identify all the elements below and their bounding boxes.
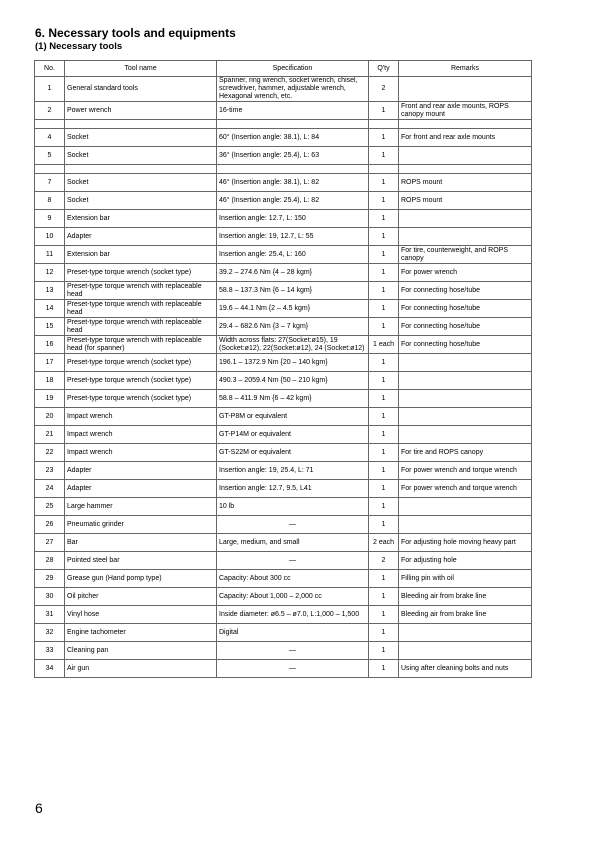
- cell-no: 28: [35, 552, 65, 570]
- cell-no: 8: [35, 192, 65, 210]
- cell-tool-name: Vinyl hose: [65, 606, 217, 624]
- table-row: [35, 480, 532, 498]
- cell-remarks: For connecting hose/tube: [399, 318, 532, 336]
- cell-specification: —: [217, 516, 369, 534]
- cell-no: 31: [35, 606, 65, 624]
- cell-quantity: 1: [369, 318, 399, 336]
- cell-tool-name: Adapter: [65, 480, 217, 498]
- table-row: [35, 174, 532, 192]
- cell-tool-name: Socket: [65, 147, 217, 165]
- cell-tool-name: Bar: [65, 534, 217, 552]
- cell-specification: Digital: [217, 624, 369, 642]
- table-row: [35, 660, 532, 678]
- cell-specification: Insertion angle: 12.7, 9.5, L41: [217, 480, 369, 498]
- cell-remarks: [399, 642, 532, 660]
- subsection-heading: (1) Necessary tools: [35, 41, 123, 52]
- cell-no: 17: [35, 354, 65, 372]
- cell-remarks: [399, 498, 532, 516]
- cell-quantity: 2 each: [369, 534, 399, 552]
- cell-specification: 36° (Insertion angle: 25.4), L: 63: [217, 147, 369, 165]
- cell-specification: Inside diameter: ø6.5 – ø7.0, L:1,000 – 1,500: [217, 606, 369, 624]
- cell-no: 27: [35, 534, 65, 552]
- cell-no: 1: [35, 77, 65, 102]
- cell-remarks: [399, 408, 532, 426]
- cell-specification: 29.4 – 682.6 Nm {3 – 7 kgm}: [217, 318, 369, 336]
- cell-tool-name: [65, 120, 217, 129]
- cell-no: 9: [35, 210, 65, 228]
- cell-quantity: 1: [369, 129, 399, 147]
- table-row: [35, 228, 532, 246]
- cell-tool-name: Pneumatic grinder: [65, 516, 217, 534]
- cell-no: 15: [35, 318, 65, 336]
- cell-remarks: [399, 165, 532, 174]
- cell-specification: 10 lb: [217, 498, 369, 516]
- cell-remarks: [399, 390, 532, 408]
- cell-remarks: For front and rear axle mounts: [399, 129, 532, 147]
- cell-remarks: [399, 372, 532, 390]
- cell-no: 16: [35, 336, 65, 354]
- cell-tool-name: Preset-type torque wrench with replaceable head: [65, 300, 217, 318]
- cell-quantity: [369, 165, 399, 174]
- cell-specification: 196.1 – 1372.9 Nm {20 – 140 kgm}: [217, 354, 369, 372]
- cell-quantity: 1: [369, 588, 399, 606]
- cell-no: 29: [35, 570, 65, 588]
- table-row: [35, 498, 532, 516]
- table-row: [35, 300, 532, 318]
- cell-specification: Capacity: About 1,000 – 2,000 cc: [217, 588, 369, 606]
- cell-tool-name: Preset-type torque wrench with replaceable head: [65, 318, 217, 336]
- cell-quantity: 1: [369, 480, 399, 498]
- table-row: [35, 77, 532, 102]
- table-row: [35, 210, 532, 228]
- cell-specification: 46° (Insertion angle: 25.4), L: 82: [217, 192, 369, 210]
- tools-table: [34, 60, 532, 678]
- cell-tool-name: Preset-type torque wrench (socket type): [65, 264, 217, 282]
- cell-quantity: 1: [369, 408, 399, 426]
- cell-specification: GT-P14M or equivalent: [217, 426, 369, 444]
- cell-quantity: 1: [369, 210, 399, 228]
- cell-tool-name: Impact wrench: [65, 444, 217, 462]
- table-header-row: [35, 61, 532, 77]
- cell-quantity: 1: [369, 516, 399, 534]
- cell-specification: 58.8 – 137.3 Nm {6 – 14 kgm}: [217, 282, 369, 300]
- cell-remarks: [399, 228, 532, 246]
- cell-tool-name: Socket: [65, 174, 217, 192]
- table-row: [35, 516, 532, 534]
- cell-remarks: For power wrench: [399, 264, 532, 282]
- cell-no: 19: [35, 390, 65, 408]
- cell-quantity: 2: [369, 552, 399, 570]
- cell-remarks: Filling pin with oil: [399, 570, 532, 588]
- cell-tool-name: Oil pitcher: [65, 588, 217, 606]
- column-header: Specification: [217, 61, 369, 77]
- cell-tool-name: General standard tools: [65, 77, 217, 102]
- cell-quantity: 1: [369, 192, 399, 210]
- cell-tool-name: Extension bar: [65, 210, 217, 228]
- cell-specification: 19.6 – 44.1 Nm {2 – 4.5 kgm}: [217, 300, 369, 318]
- cell-tool-name: Extension bar: [65, 246, 217, 264]
- cell-tool-name: Power wrench: [65, 102, 217, 120]
- cell-remarks: [399, 147, 532, 165]
- cell-no: 18: [35, 372, 65, 390]
- table-row: [35, 282, 532, 300]
- cell-specification: GT-P8M or equivalent: [217, 408, 369, 426]
- cell-remarks: For connecting hose/tube: [399, 336, 532, 354]
- table-row: [35, 534, 532, 552]
- cell-remarks: For tire, counterweight, and ROPS canopy: [399, 246, 532, 264]
- cell-remarks: Using after cleaning bolts and nuts: [399, 660, 532, 678]
- cell-tool-name: Preset-type torque wrench (socket type): [65, 372, 217, 390]
- cell-tool-name: Grease gun (Hand pomp type): [65, 570, 217, 588]
- cell-remarks: For adjusting hole moving heavy part: [399, 534, 532, 552]
- cell-quantity: 1 each: [369, 336, 399, 354]
- cell-tool-name: Cleaning pan: [65, 642, 217, 660]
- cell-specification: Width across flats: 27(Socket:ø15), 19 (Socket:ø12), 22(Socket:ø12), 24 (Socket:ø12): [217, 336, 369, 354]
- cell-no: [35, 120, 65, 129]
- cell-remarks: [399, 624, 532, 642]
- cell-remarks: For connecting hose/tube: [399, 282, 532, 300]
- cell-quantity: 1: [369, 624, 399, 642]
- cell-no: 22: [35, 444, 65, 462]
- cell-no: 10: [35, 228, 65, 246]
- cell-remarks: ROPS mount: [399, 192, 532, 210]
- table-row: [35, 624, 532, 642]
- cell-tool-name: Engine tachometer: [65, 624, 217, 642]
- cell-no: 24: [35, 480, 65, 498]
- table-row: [35, 408, 532, 426]
- cell-specification: GT-S22M or equivalent: [217, 444, 369, 462]
- column-header: Tool name: [65, 61, 217, 77]
- cell-no: 7: [35, 174, 65, 192]
- cell-quantity: 1: [369, 354, 399, 372]
- cell-quantity: 1: [369, 642, 399, 660]
- cell-no: 4: [35, 129, 65, 147]
- cell-no: 32: [35, 624, 65, 642]
- cell-specification: 39.2 – 274.6 Nm {4 – 28 kgm}: [217, 264, 369, 282]
- table-row: [35, 354, 532, 372]
- cell-remarks: For connecting hose/tube: [399, 300, 532, 318]
- table-row: [35, 552, 532, 570]
- cell-quantity: 1: [369, 147, 399, 165]
- cell-remarks: Bleeding air from brake line: [399, 588, 532, 606]
- cell-remarks: For power wrench and torque wrench: [399, 462, 532, 480]
- cell-quantity: 1: [369, 498, 399, 516]
- cell-tool-name: Air gun: [65, 660, 217, 678]
- cell-specification: 46° (Insertion angle: 38.1), L: 82: [217, 174, 369, 192]
- cell-quantity: 1: [369, 174, 399, 192]
- cell-remarks: [399, 210, 532, 228]
- page-number: 6: [35, 800, 43, 816]
- cell-specification: [217, 165, 369, 174]
- blank-row: [35, 165, 532, 174]
- cell-no: 12: [35, 264, 65, 282]
- table-row: [35, 426, 532, 444]
- cell-specification: 16-time: [217, 102, 369, 120]
- cell-remarks: Bleeding air from brake line: [399, 606, 532, 624]
- cell-quantity: 1: [369, 660, 399, 678]
- cell-tool-name: Preset-type torque wrench (socket type): [65, 354, 217, 372]
- cell-remarks: [399, 120, 532, 129]
- cell-specification: —: [217, 642, 369, 660]
- cell-remarks: [399, 77, 532, 102]
- cell-quantity: 1: [369, 282, 399, 300]
- cell-specification: Capacity: About 300 cc: [217, 570, 369, 588]
- cell-remarks: Front and rear axle mounts, ROPS canopy mount: [399, 102, 532, 120]
- cell-specification: 490.3 – 2059.4 Nm {50 – 210 kgm}: [217, 372, 369, 390]
- cell-tool-name: Impact wrench: [65, 426, 217, 444]
- cell-remarks: For adjusting hole: [399, 552, 532, 570]
- cell-quantity: 2: [369, 77, 399, 102]
- cell-specification: Insertion angle: 25.4, L: 160: [217, 246, 369, 264]
- column-header: Remarks: [399, 61, 532, 77]
- cell-quantity: 1: [369, 462, 399, 480]
- table-row: [35, 264, 532, 282]
- table-row: [35, 129, 532, 147]
- cell-tool-name: Socket: [65, 192, 217, 210]
- cell-tool-name: Preset-type torque wrench (socket type): [65, 390, 217, 408]
- cell-specification: Insertion angle: 19, 25.4, L: 71: [217, 462, 369, 480]
- cell-tool-name: Socket: [65, 129, 217, 147]
- cell-tool-name: Large hammer: [65, 498, 217, 516]
- cell-tool-name: Adapter: [65, 462, 217, 480]
- cell-quantity: 1: [369, 264, 399, 282]
- table-row: [35, 444, 532, 462]
- cell-specification: Insertion angle: 12.7, L: 150: [217, 210, 369, 228]
- table-row: [35, 570, 532, 588]
- cell-no: 14: [35, 300, 65, 318]
- table-row: [35, 102, 532, 120]
- cell-tool-name: [65, 165, 217, 174]
- cell-no: 11: [35, 246, 65, 264]
- cell-quantity: 1: [369, 102, 399, 120]
- cell-quantity: 1: [369, 246, 399, 264]
- cell-tool-name: Preset-type torque wrench with replaceable head (for spanner): [65, 336, 217, 354]
- cell-tool-name: Pointed steel bar: [65, 552, 217, 570]
- cell-no: 30: [35, 588, 65, 606]
- table-row: [35, 192, 532, 210]
- cell-no: 25: [35, 498, 65, 516]
- cell-specification: Spanner, ring wrench, socket wrench, chisel, screwdriver, hammer, adjustable wrench, Hexagonal wrench, etc.: [217, 77, 369, 102]
- cell-no: 23: [35, 462, 65, 480]
- cell-no: 13: [35, 282, 65, 300]
- cell-quantity: 1: [369, 606, 399, 624]
- column-header: Q'ty: [369, 61, 399, 77]
- section-heading: 6. Necessary tools and equipments: [35, 26, 236, 40]
- cell-no: 34: [35, 660, 65, 678]
- table-row: [35, 642, 532, 660]
- table-row: [35, 147, 532, 165]
- cell-specification: 58.8 – 411.9 Nm {6 – 42 kgm}: [217, 390, 369, 408]
- cell-quantity: 1: [369, 390, 399, 408]
- cell-no: 21: [35, 426, 65, 444]
- cell-specification: 60° (Insertion angle: 38.1), L: 84: [217, 129, 369, 147]
- cell-specification: Large, medium, and small: [217, 534, 369, 552]
- table-row: [35, 246, 532, 264]
- table-row: [35, 588, 532, 606]
- table-row: [35, 390, 532, 408]
- table-row: [35, 336, 532, 354]
- cell-no: 20: [35, 408, 65, 426]
- cell-quantity: 1: [369, 570, 399, 588]
- table-row: [35, 372, 532, 390]
- cell-no: [35, 165, 65, 174]
- cell-remarks: For tire and ROPS canopy: [399, 444, 532, 462]
- table-row: [35, 462, 532, 480]
- table-row: [35, 318, 532, 336]
- cell-no: 5: [35, 147, 65, 165]
- blank-row: [35, 120, 532, 129]
- cell-quantity: 1: [369, 372, 399, 390]
- cell-remarks: ROPS mount: [399, 174, 532, 192]
- cell-remarks: For power wrench and torque wrench: [399, 480, 532, 498]
- cell-quantity: 1: [369, 300, 399, 318]
- cell-remarks: [399, 354, 532, 372]
- cell-specification: —: [217, 660, 369, 678]
- cell-specification: —: [217, 552, 369, 570]
- cell-quantity: 1: [369, 228, 399, 246]
- cell-tool-name: Impact wrench: [65, 408, 217, 426]
- cell-tool-name: Adapter: [65, 228, 217, 246]
- cell-quantity: 1: [369, 444, 399, 462]
- cell-tool-name: Preset-type torque wrench with replaceable head: [65, 282, 217, 300]
- cell-quantity: 1: [369, 426, 399, 444]
- cell-specification: [217, 120, 369, 129]
- cell-specification: Insertion angle: 19, 12.7, L: 55: [217, 228, 369, 246]
- cell-no: 2: [35, 102, 65, 120]
- cell-no: 26: [35, 516, 65, 534]
- table-row: [35, 606, 532, 624]
- cell-remarks: [399, 426, 532, 444]
- cell-no: 33: [35, 642, 65, 660]
- cell-quantity: [369, 120, 399, 129]
- cell-remarks: [399, 516, 532, 534]
- column-header: No.: [35, 61, 65, 77]
